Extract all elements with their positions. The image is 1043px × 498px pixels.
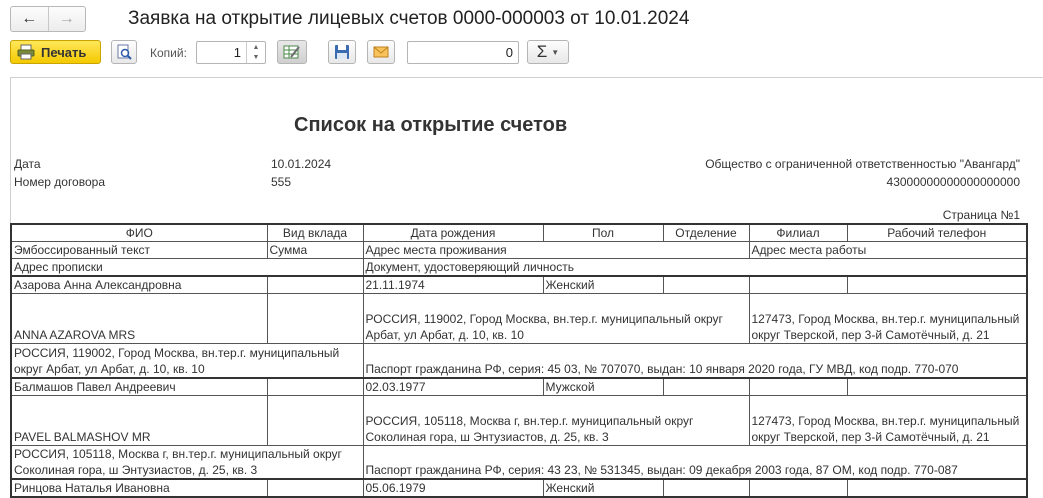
accounts-table — [10, 223, 1028, 498]
cell-document: Паспорт гражданина РФ, серия: 43 23, № 531345, выдан: 09 декабря 2003 года, 87 ОМ, код подр. 770-087 — [363, 445, 1027, 479]
cell-residence: РОССИЯ, 119002, Город Москва, вн.тер.г. муниципальный округ Арбат, ул Арбат, д. 10, кв. 10 — [363, 294, 749, 344]
save-button[interactable] — [328, 40, 356, 64]
col-header-fio: ФИО — [11, 224, 267, 242]
cell-work-phone — [847, 378, 1027, 396]
sigma-icon: Σ — [536, 42, 548, 61]
cell-department — [663, 479, 749, 497]
header-row-1 — [11, 224, 1027, 242]
nav-group — [10, 6, 86, 32]
table-row — [11, 479, 1027, 497]
date-value: 10.01.2024 — [271, 157, 332, 171]
cell-fio: Азарова Анна Александровна — [11, 276, 267, 294]
col-header-embossed: Эмбоссированный текст — [11, 242, 267, 259]
cell-sex: Мужской — [543, 378, 663, 396]
cell-birth-date: 02.03.1977 — [363, 378, 543, 396]
stepper-up-icon[interactable]: ▲ — [252, 43, 260, 51]
cell-embossed: ANNA AZAROVA MRS — [11, 294, 267, 344]
sum-value: 0 — [505, 45, 513, 60]
cell-department — [663, 378, 749, 396]
table-row — [11, 395, 1027, 445]
col-header-sex: Пол — [543, 224, 663, 242]
cell-branch — [749, 479, 847, 497]
header-row-2 — [11, 242, 1027, 259]
sum-field[interactable] — [407, 41, 519, 64]
table-row — [11, 294, 1027, 344]
window-title: Заявка на открытие лицевых счетов 0000-000003 от 10.01.2024 — [128, 8, 690, 29]
cell-branch — [749, 276, 847, 294]
copies-input[interactable] — [196, 41, 266, 64]
col-header-registration: Адрес прописки — [11, 259, 363, 277]
cell-sex: Женский — [543, 479, 663, 497]
cell-embossed: PAVEL BALMASHOV MR — [11, 395, 267, 445]
cell-document: Паспорт гражданина РФ, серия: 45 03, № 707070, выдан: 10 января 2020 года, ГУ МВД, код подр. 770-070 — [363, 344, 1027, 378]
col-header-work-address: Адрес места работы — [749, 242, 1027, 259]
cell-deposit-type — [267, 479, 363, 497]
col-header-branch: Филиал — [749, 224, 847, 242]
cell-work-address: 127473, Город Москва, вн.тер.г. муниципальный округ Тверской, пер 3-й Самотёчный, д. 21 — [749, 294, 1027, 344]
cell-registration: РОССИЯ, 119002, Город Москва, вн.тер.г. муниципальный округ Арбат, ул Арбат, д. 10, кв. 10 — [11, 344, 363, 378]
toolbar — [0, 38, 1043, 70]
stepper-down-icon[interactable]: ▼ — [252, 54, 260, 62]
table-row — [11, 344, 1027, 378]
arrow-right-icon: → — [58, 10, 75, 27]
document-heading: Список на открытие счетов — [294, 114, 568, 136]
col-header-department: Отделение — [663, 224, 749, 242]
cell-deposit-type — [267, 276, 363, 294]
header-row-3 — [11, 259, 1027, 277]
cell-fio: Ринцова Наталья Ивановна — [11, 479, 267, 497]
preview-icon — [116, 44, 132, 60]
edit-table-icon — [283, 44, 301, 60]
col-header-work-phone: Рабочий телефон — [847, 224, 1027, 242]
cell-birth-date: 05.06.1979 — [363, 479, 543, 497]
envelope-icon — [373, 45, 389, 59]
col-header-amount: Сумма — [267, 242, 363, 259]
organization-name: Общество с ограниченной ответственностью "Авангард" — [705, 157, 1020, 171]
cell-amount — [267, 294, 363, 344]
cell-amount — [267, 395, 363, 445]
cell-registration: РОССИЯ, 105118, Москва г, вн.тер.г. муниципальный округ Соколиная гора, ш Энтузиастов, д. 25, кв. 3 — [11, 445, 363, 479]
cell-residence: РОССИЯ, 105118, Москва г, вн.тер.г. муниципальный округ Соколиная гора, ш Энтузиастов, д. 25, кв. 3 — [363, 395, 749, 445]
cell-work-phone — [847, 276, 1027, 294]
page-number: Страница №1 — [942, 208, 1020, 222]
send-email-button[interactable] — [367, 40, 395, 64]
cell-sex: Женский — [543, 276, 663, 294]
col-header-document: Документ, удостоверяющий личность — [363, 259, 1027, 277]
copies-stepper[interactable] — [246, 42, 265, 63]
copies-label: Копий: — [150, 46, 187, 60]
date-label: Дата — [14, 157, 41, 171]
arrow-left-icon: ← — [21, 10, 38, 27]
table-row — [11, 276, 1027, 294]
print-button-label: Печать — [41, 44, 87, 60]
contract-value: 555 — [271, 175, 292, 189]
table-row — [11, 445, 1027, 479]
cell-branch — [749, 378, 847, 396]
cell-department — [663, 276, 749, 294]
cell-deposit-type — [267, 378, 363, 396]
cell-birth-date: 21.11.1974 — [363, 276, 543, 294]
printer-icon — [17, 44, 35, 60]
contract-label: Номер договора — [14, 175, 105, 189]
floppy-disk-icon — [334, 44, 350, 60]
chevron-down-icon: ▼ — [551, 47, 560, 57]
cell-fio: Балмашов Павел Андреевич — [11, 378, 267, 396]
table-row — [11, 378, 1027, 396]
organization-number: 43000000000000000000 — [886, 175, 1020, 189]
edit-mode-button[interactable] — [277, 40, 307, 64]
title-bar — [0, 0, 1043, 38]
copies-value: 1 — [233, 45, 241, 60]
preview-button[interactable] — [111, 40, 137, 64]
col-header-birth-date: Дата рождения — [363, 224, 543, 242]
forward-button[interactable] — [48, 7, 86, 31]
cell-work-address: 127473, Город Москва, вн.тер.г. муниципальный округ Тверской, пер 3-й Самотёчный, д. 21 — [749, 395, 1027, 445]
sum-dropdown-button[interactable] — [527, 40, 569, 64]
print-button[interactable] — [10, 40, 101, 64]
col-header-deposit-type: Вид вклада — [267, 224, 363, 242]
cell-work-phone — [847, 479, 1027, 497]
back-button[interactable] — [11, 7, 48, 31]
col-header-residence: Адрес места проживания — [363, 242, 749, 259]
